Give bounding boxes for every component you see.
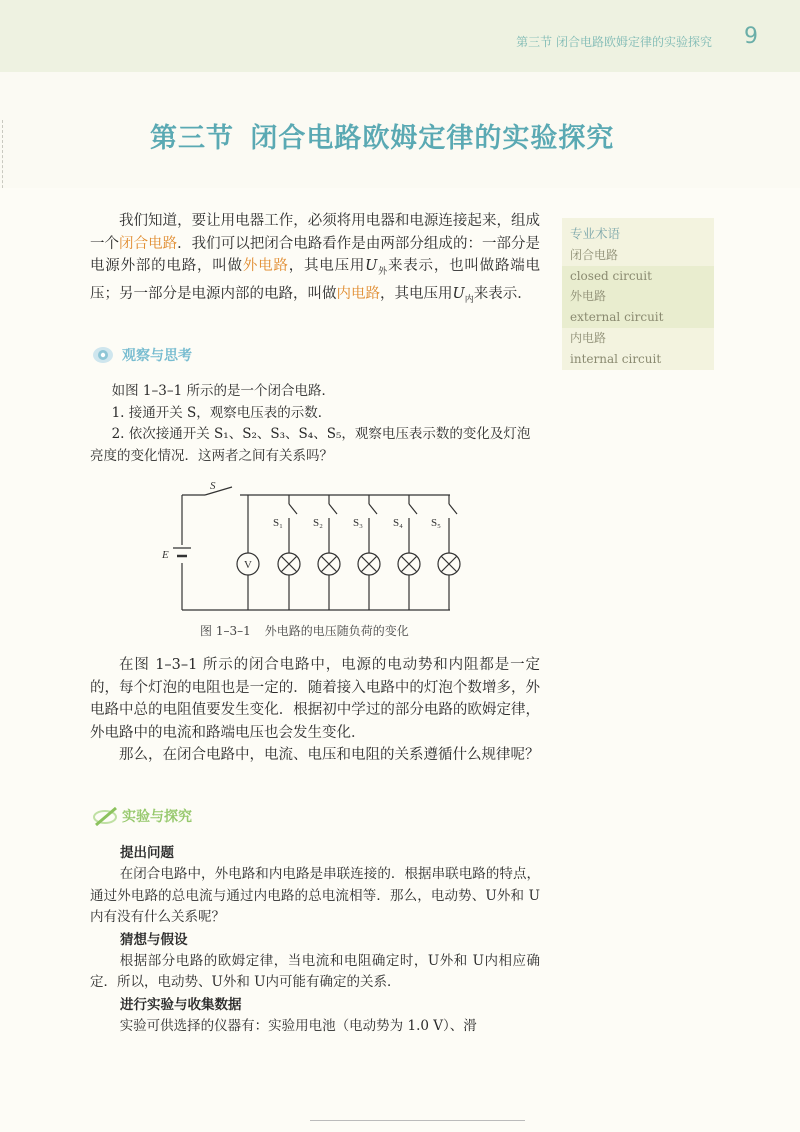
emf-label: E	[162, 549, 169, 561]
term-internal-circuit: 内电路	[336, 286, 380, 303]
term-closed-circuit: 闭合电路	[119, 235, 178, 252]
intro-paragraph: 我们知道，要让用电器工作，必须将用电器和电源连接起来，组成一个闭合电路．我们可以把闭合电路看作是由两部分组成的：一部分是电源外部的电路，叫做外电路，其电压用$U_外$来表示，也叫做路端电压；另一部分是电源内部的电路，叫做内电路，其电压用$U_内$来表示．	[90, 213, 541, 306]
switch-4-label: S₄	[393, 517, 403, 529]
glossary-zh: 闭合电路	[570, 247, 619, 262]
running-head: 第三节 闭合电路欧姆定律的实验探究	[516, 35, 712, 49]
experiment-text: 在闭合电路中，外电路和内电路是串联连接的．根据串联电路的特点，通过外电路的总电流与通过内电路的总电流相等．那么，电动势、U外和 U内有没有什么关系呢？	[90, 866, 540, 925]
circuit-diagram	[160, 478, 470, 618]
discussion-paragraph: 在图 1–3–1 所示的闭合电路中，电源的电动势和内阻都是一定的，每个灯泡的电阻也是一定的．随着接入电路中的灯泡个数增多，外电路中总的电阻值要发生变化．根据初中学过的部分电路的欧姆定律，外电路中的电流和路端电压也会发生变化．	[90, 657, 540, 741]
observe-line: 1. 接通开关 S，观察电压表的示数．	[111, 404, 332, 421]
experiment-text: 根据部分电路的欧姆定律，当电流和电阻确定时，U外和 U内相应确定．所以，电动势、U外和 U内可能有确定的关系．	[90, 952, 540, 990]
term-external-circuit: 外电路	[242, 258, 289, 274]
eye-icon	[92, 345, 116, 365]
observe-line: 2. 依次接通开关 S₁、S₂、S₃、S₄、S₅，观察电压表示数的变化及灯泡亮度的变化情况．这两者之间有关系吗？	[90, 426, 531, 464]
observe-line: 如图 1–3–1 所示的是一个闭合电路．	[111, 383, 335, 399]
page-title: 第三节 闭合电路欧姆定律的实验探究	[150, 123, 615, 154]
switch-2-label: S₂	[313, 517, 323, 529]
discussion-paragraph: 那么，在闭合电路中，电流、电压和电阻的关系遵循什么规律呢？	[119, 747, 540, 763]
bottom-mark	[310, 1120, 525, 1131]
experiment-text: 实验可供选择的仪器有：实验用电池（电动势为 1.0 V）、滑	[119, 1017, 477, 1034]
glossary-en: external circuit	[562, 307, 714, 328]
glossary-en: closed circuit	[562, 266, 714, 287]
observe-section	[90, 381, 540, 467]
page-number: 9	[744, 24, 758, 49]
glossary-sidebar	[562, 218, 714, 370]
glossary-en: internal circuit	[570, 351, 662, 366]
figure-caption: 图 1–3–1 外电路的电压随负荷的变化	[200, 624, 409, 638]
observe-heading: 观察与思考	[92, 345, 192, 365]
subheading-hypothesis: 猜想与假设	[120, 931, 188, 948]
discussion-section	[90, 654, 540, 767]
glossary-zh: 内电路	[570, 330, 607, 345]
switch-1-label: S₁	[273, 517, 283, 529]
experiment-section	[90, 842, 540, 1037]
experiment-heading: 实验与探究	[92, 805, 192, 827]
switch-3-label: S₃	[353, 517, 363, 529]
switch-main-label: S	[210, 480, 216, 492]
pen-icon	[92, 805, 120, 827]
subheading-procedure: 进行实验与收集数据	[120, 996, 242, 1013]
voltmeter-label: V	[244, 559, 252, 571]
intro-section	[90, 210, 540, 312]
glossary-heading: 专业术语	[570, 226, 621, 241]
subheading-question: 提出问题	[120, 845, 174, 861]
glossary-zh: 外电路	[562, 286, 714, 307]
switch-5-label: S₅	[431, 517, 441, 529]
